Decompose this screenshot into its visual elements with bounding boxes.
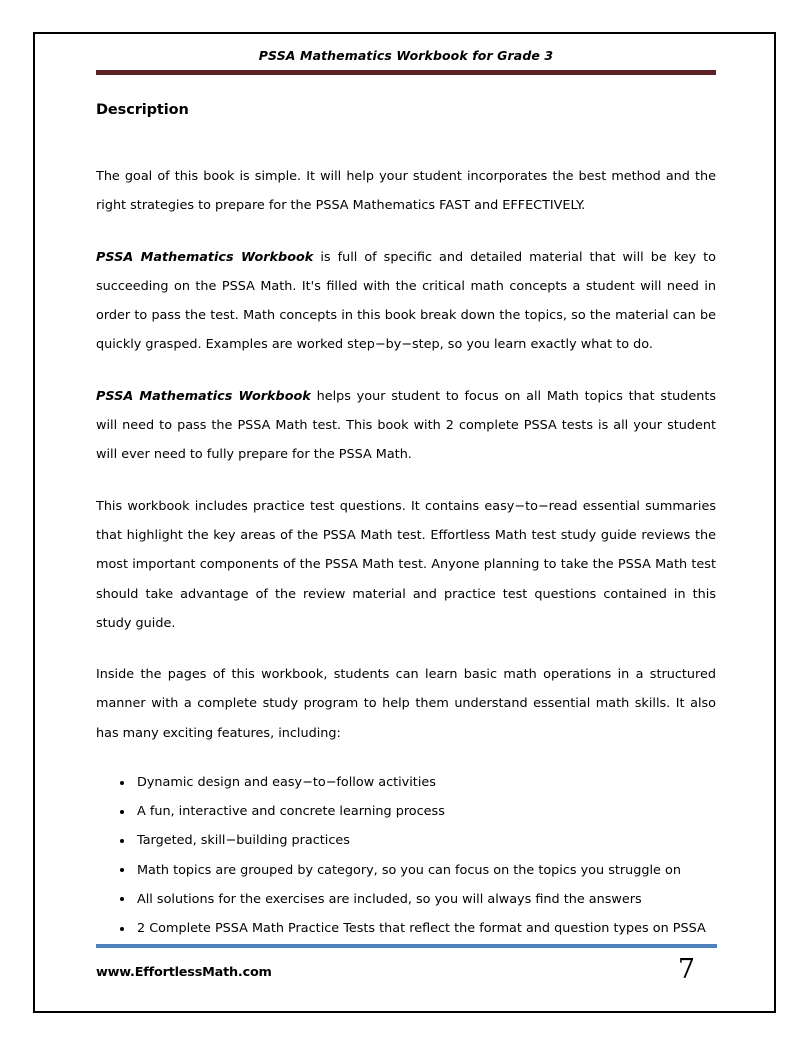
page-content: [96, 48, 716, 998]
list-item: [96, 826, 716, 855]
paragraph-lead: PSSA Mathematics Workbook: [96, 249, 314, 265]
page-number: 7: [677, 954, 695, 985]
paragraph: [96, 492, 716, 638]
bullet-icon: [120, 897, 124, 901]
list-item-label: 2 Complete PSSA Math Practice Tests that reflect the format and question types on PSSA: [137, 921, 706, 937]
list-item: [96, 797, 716, 826]
list-item-label: A fun, interactive and concrete learning process: [137, 804, 445, 820]
paragraph: [96, 660, 716, 748]
page-frame: [33, 32, 776, 1013]
header-rule: [96, 70, 716, 75]
list-item: [96, 885, 716, 914]
footer-row: [96, 956, 717, 983]
bullet-icon: [120, 868, 124, 872]
page-footer: [96, 944, 717, 983]
paragraph: [96, 382, 716, 470]
running-head-title: PSSA Mathematics Workbook for Grade 3: [258, 48, 554, 63]
list-item-label: All solutions for the exercises are included, so you will always find the answers: [137, 891, 642, 907]
footer-rule: [96, 944, 717, 948]
paragraph-text: helps your student to focus on all Math topics that students will need to pass the PSSA Math test. This book with 2 complete PSSA tests is all your student will ever need to fully prepare for the PSSA Math.: [96, 388, 717, 463]
paragraph-text: Inside the pages of this workbook, students can learn basic math operations in a structured manner with a complete study program to help them understand essential math skills. It also has many exciting features, including:: [96, 667, 716, 741]
list-item-label: Math topics are grouped by category, so you can focus on the topics you struggle on: [137, 862, 681, 878]
paragraph: [96, 243, 716, 360]
bullet-icon: [120, 810, 124, 814]
list-item-label: Targeted, skill−building practices: [137, 833, 350, 849]
paragraph: [96, 162, 716, 221]
list-item-label: Dynamic design and easy−to−follow activities: [137, 775, 436, 791]
list-item: [96, 914, 716, 943]
paragraph-text: This workbook includes practice test questions. It contains easy−to−read essential summaries that highlight the key areas of the PSSA Math test. Effortless Math test study guide reviews the most important components of the PSSA Math test. Anyone planning to take the PSSA Math test should take advantage of the review material and practice test questions contained in this study guide.: [96, 498, 716, 631]
list-item: [96, 856, 716, 885]
bullet-icon: [120, 781, 124, 785]
page-title: Description: [96, 102, 189, 118]
paragraph-lead: PSSA Mathematics Workbook: [96, 388, 311, 404]
paragraph-text: is full of specific and detailed material that will be key to succeeding on the PSSA Math. It's filled with the critical math concepts a student will need in order to pass the test. Math concepts in this book break down the topics, so the material can be quickly grasped. Examples are worked step−by−step, so you learn exactly what to do.: [96, 249, 716, 353]
list-item: [96, 768, 716, 797]
feature-list: [96, 768, 716, 943]
body-copy: [96, 162, 716, 943]
bullet-icon: [120, 927, 124, 931]
footer-website-link[interactable]: www.EffortlessMath.com: [96, 965, 272, 980]
bullet-icon: [120, 839, 124, 843]
paragraph-text: The goal of this book is simple. It will help your student incorporates the best method and the right strategies to prepare for the PSSA Mathematics FAST and EFFECTIVELY.: [96, 169, 716, 214]
